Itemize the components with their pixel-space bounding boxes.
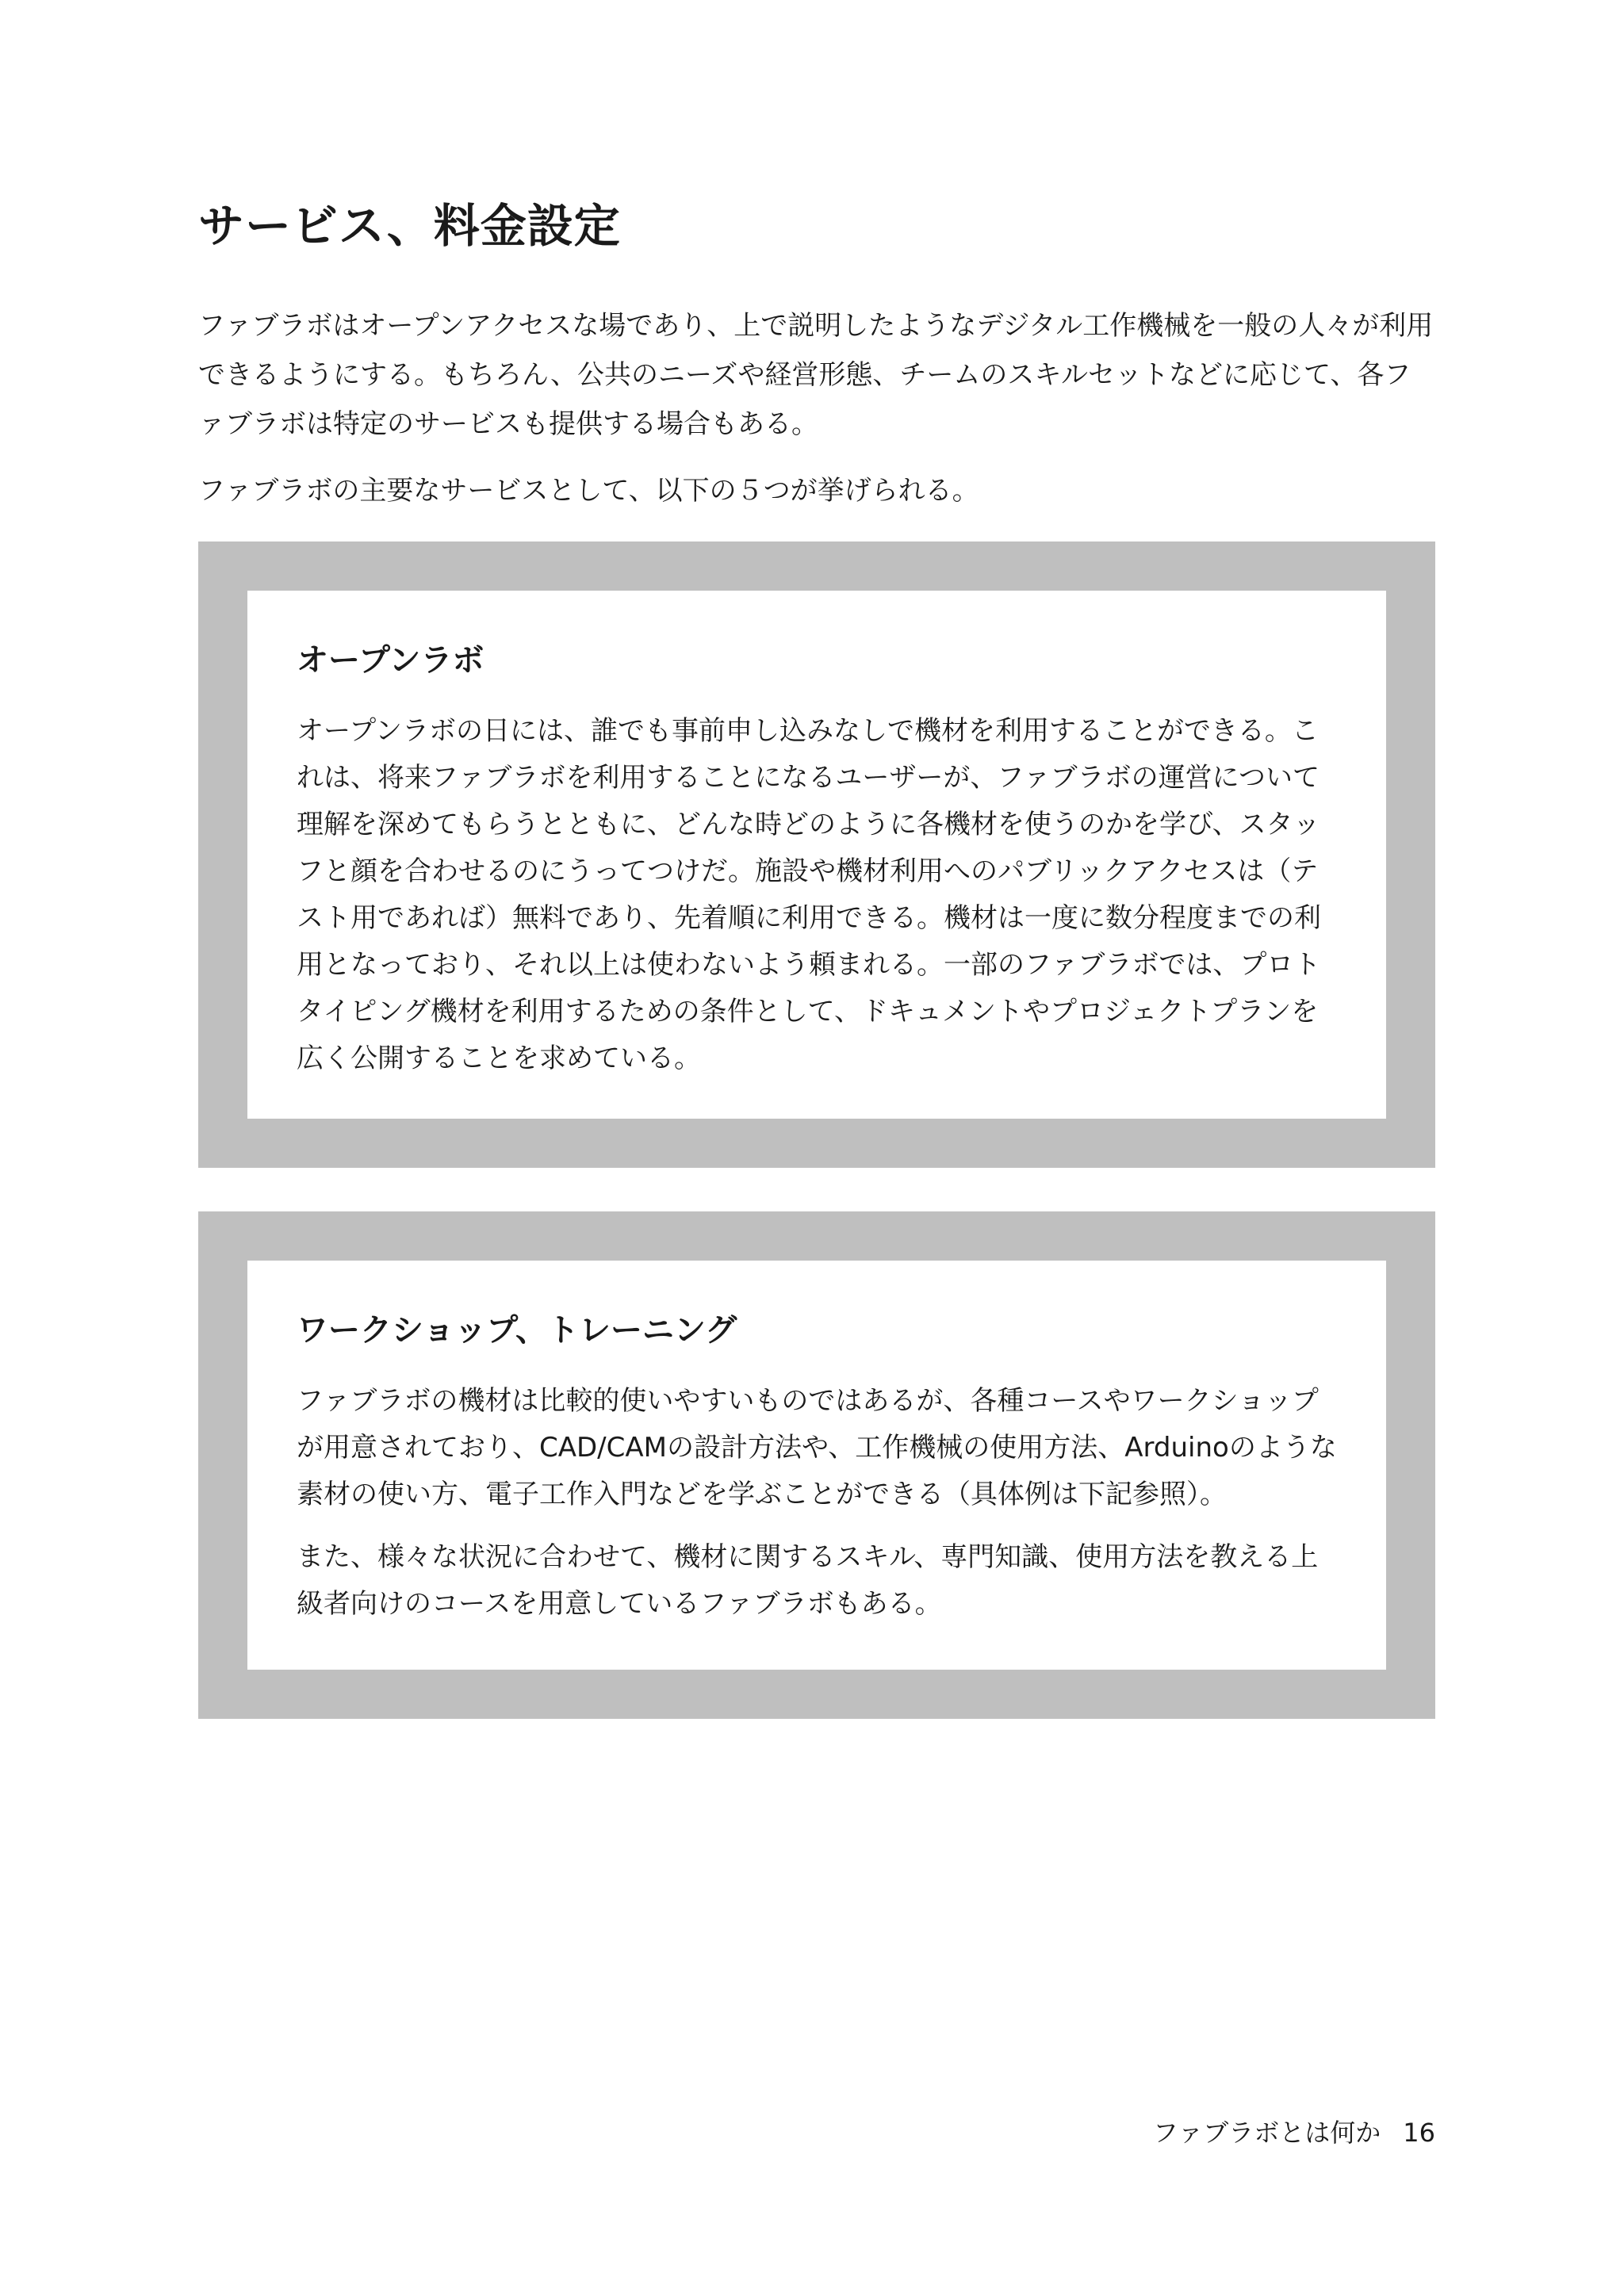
section-title-open-lab: オープンラボ <box>297 642 485 679</box>
page-title: サービス、料金設定 <box>198 199 621 253</box>
section-box-inner <box>247 1261 1386 1670</box>
intro-paragraph: ファブラボの主要なサービスとして、以下の５つが挙げられる。 <box>198 475 979 507</box>
section-paragraph: ファブラボの機材は比較的使いやすいものではあるが、各種コースやワークショップが用意されており、CAD/CAMの設計方法や、工作機械の使用方法、Arduinoのような素材の使い方、電子工作入門などを学ぶことができる（具体例は下記参照）。 <box>297 1385 1337 1510</box>
footer-section-name: ファブラボとは何か <box>1152 2118 1381 2148</box>
section-box-workshop <box>198 1211 1435 1719</box>
intro-text <box>198 301 1435 533</box>
intro-paragraph: ファブラボはオープンアクセスな場であり、上で説明したようなデジタル工作機械を一般の人々が利用できるようにする。もちろん、公共のニーズや経営形態、チームのスキルセットなどに応じて、各ファブラボは特定のサービスも提供する場合もある。 <box>198 310 1434 440</box>
section-box-inner <box>247 591 1386 1119</box>
section-paragraph: オープンラボの日には、誰でも事前申し込みなしで機材を利用することができる。これは、将来ファブラボを利用することになるユーザーが、ファブラボの運営について理解を深めてもらうとともに、どんな時どのように各機材を使うのかを学び、スタッフと顔を合わせるのにうってつけだ。施設や機材利用へのパブリックアクセスは（テスト用であれば）無料であり、先着順に利用できる。機材は一度に数分程度までの利用となっており、それ以上は使わないよう頼まれる。一部のファブラボでは、プロトタイピング機材を利用するための条件として、ドキュメントやプロジェクトプランを広く公開することを求めている。 <box>297 715 1321 1074</box>
page-footer <box>1153 2115 1435 2150</box>
page-number: 16 <box>1403 2118 1435 2148</box>
section-title-workshop: ワークショップ、トレーニング <box>297 1312 737 1349</box>
section-box-open-lab <box>198 541 1435 1168</box>
section-paragraph: また、様々な状況に合わせて、機材に関するスキル、専門知識、使用方法を教える上級者向けのコースを用意しているファブラボもある。 <box>297 1541 1319 1620</box>
